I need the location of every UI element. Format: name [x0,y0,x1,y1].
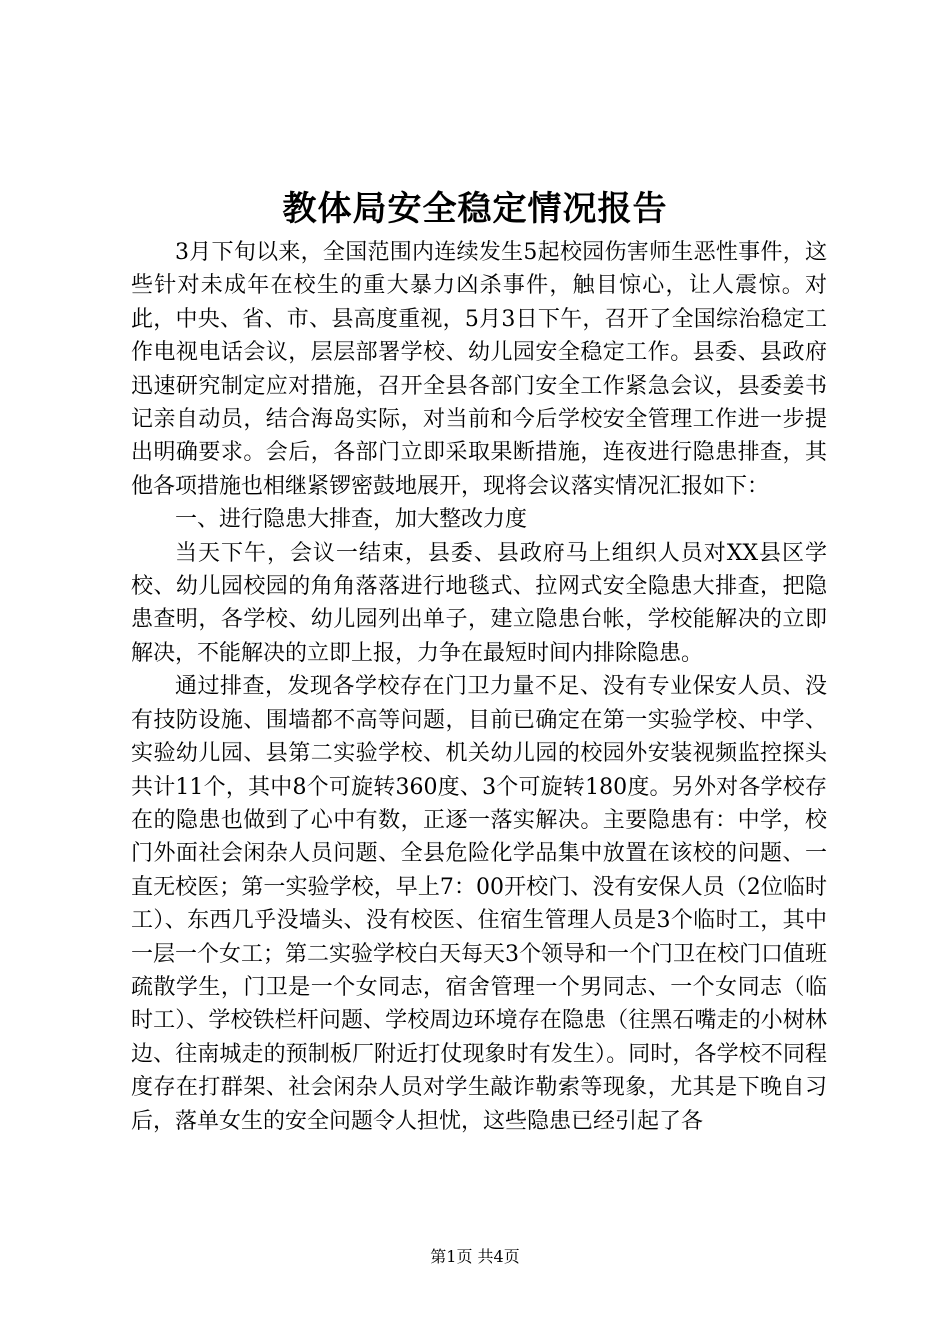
paragraph-findings: 通过排查，发现各学校存在门卫力量不足、没有专业保安人员、没有技防设施、围墙都不高等问题，目前已确定在第一实验学校、中学、实验幼儿园、县第二实验学校、机关幼儿园的校园外安装视频监控探头共计11个，其中8个可旋转360度、3个可旋转180度。另外对各学校存在的隐患也做到了心中有数，正逐一落实解决。主要隐患有：中学，校门外面社会闲杂人员问题、全县危险化学品集中放置在该校的问题、一直无校医；第一实验学校，早上7：00开校门、没有安保人员（2位临时工）、东西几乎没墙头、没有校医、住宿生管理人员是3个临时工，其中一层一个女工；第二实验学校白天每天3个领导和一个门卫在校门口值班疏散学生，门卫是一个女同志，宿舍管理一个男同志、一个女同志（临时工）、学校铁栏杆问题、学校周边环境存在隐患（往黑石嘴走的小树林边、往南城走的预制板厂附近打仗现象时有发生）。同时，各学校不同程度存在打群架、社会闲杂人员对学生敲诈勒索等现象，尤其是下晚自习后，落单女生的安全问题令人担忧，这些隐患已经引起了各 [131,674,827,1134]
document-title: 教体局安全稳定情况报告 [282,189,668,229]
paragraph-intro: 3月下旬以来，全国范围内连续发生5起校园伤害师生恶性事件，这些针对未成年在校生的重大暴力凶杀事件，触目惊心，让人震惊。对此，中央、省、市、县高度重视，5月3日下午，召开了全国综治稳定工作电视电话会议，层层部署学校、幼儿园安全稳定工作。县委、县政府迅速研究制定应对措施，召开全县各部门安全工作紧急会议，县委姜书记亲自动员，结合海岛实际，对当前和今后学校安全管理工作进一步提出明确要求。会后，各部门立即采取果断措施，连夜进行隐患排查，其他各项措施也相继紧锣密鼓地展开，现将会议落实情况汇报如下： [131,240,827,499]
document-body [131,236,827,1138]
page-number-footer: 第1页 共4页 [430,1247,520,1266]
section-heading-1: 一、进行隐患大排查，加大整改力度 [175,507,528,533]
paragraph-inspection: 当天下午，会议一结束，县委、县政府马上组织人员对XX县区学校、幼儿园校园的角角落落进行地毯式、拉网式安全隐患大排查，把隐患查明，各学校、幼儿园列出单子，建立隐患台帐，学校能解决的立即解决，不能解决的立即上报，力争在最短时间内排除隐患。 [131,540,827,666]
